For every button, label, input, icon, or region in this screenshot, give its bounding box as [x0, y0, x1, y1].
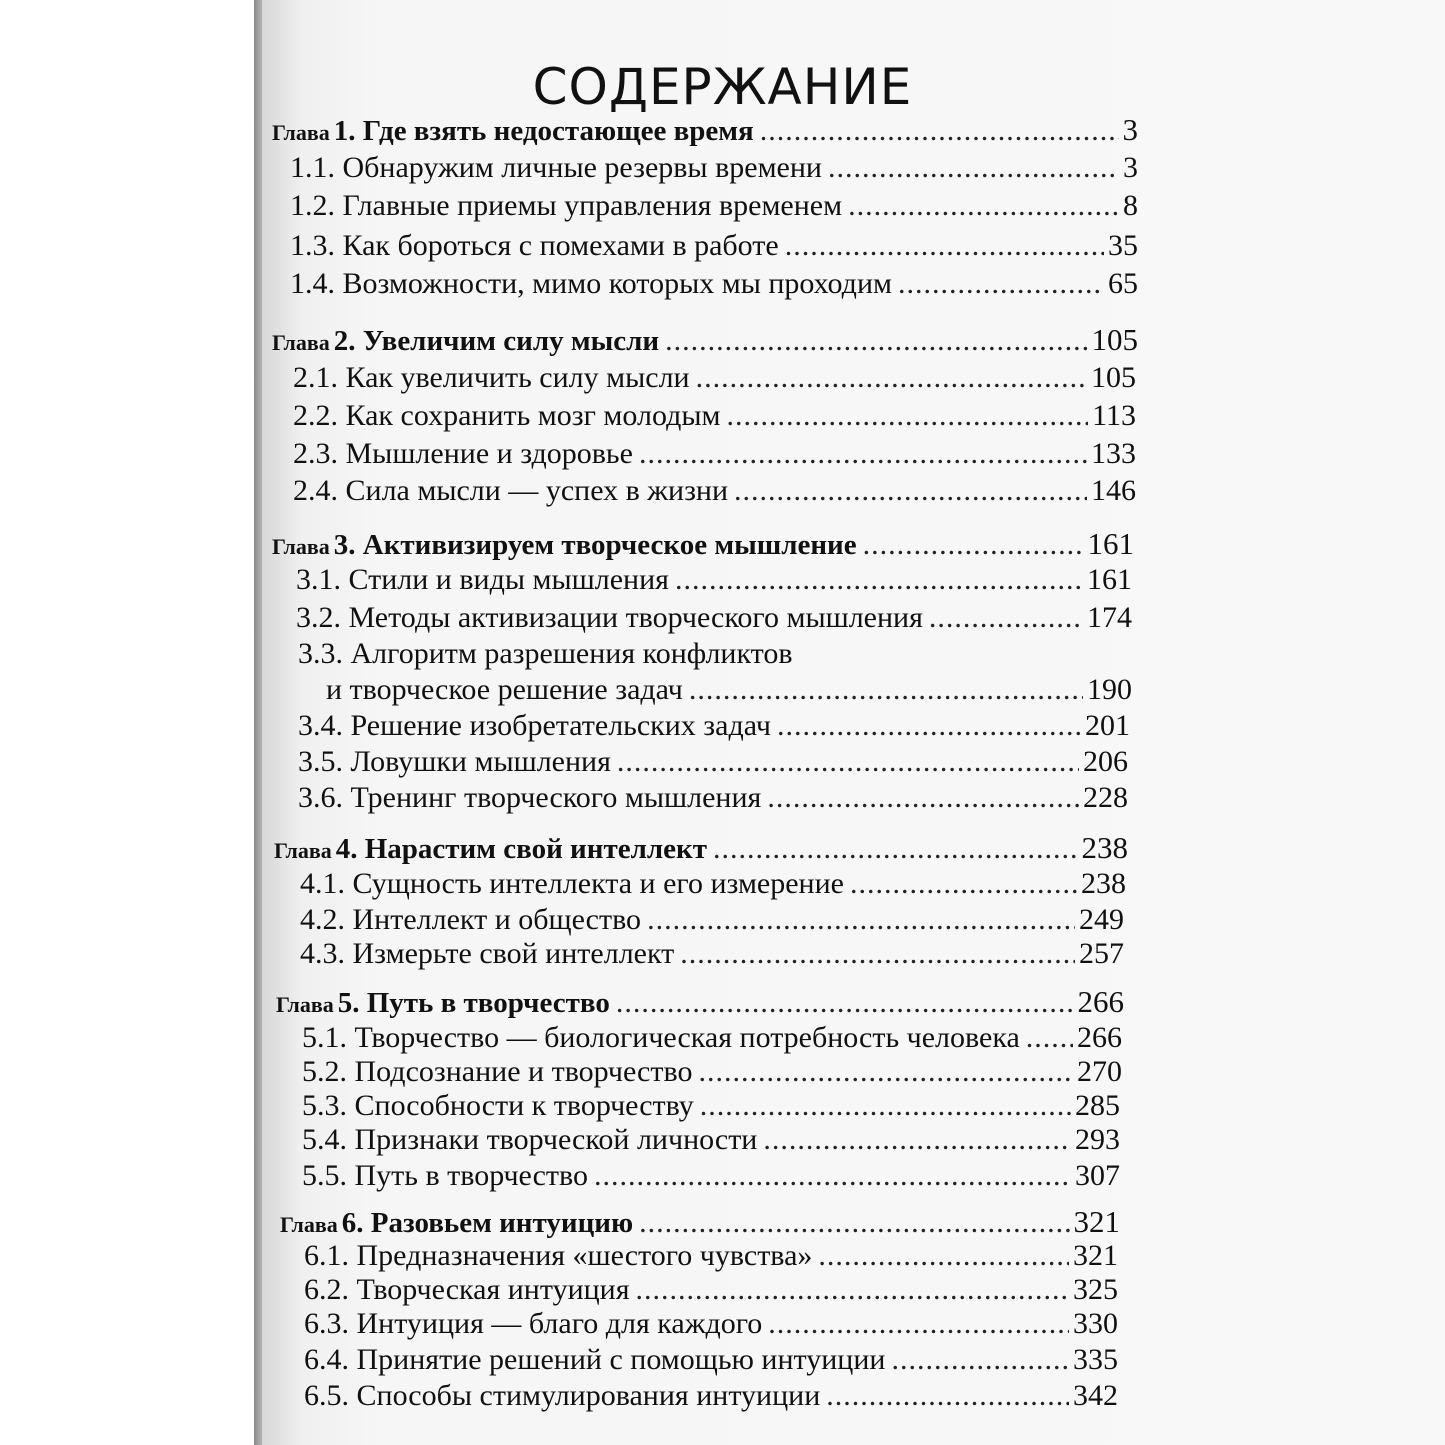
page-number: 105 — [1091, 322, 1138, 357]
toc-section: 6.2. Творческая интуиция ..... 325 — [304, 1270, 1118, 1310]
page-number: 161 — [1087, 526, 1134, 561]
toc-section: 5.3. Способности к творчеству ..... 285 — [302, 1086, 1120, 1126]
toc-chapter: Глава 3. Активизируем творческое мышление ..... 161 — [272, 524, 1134, 564]
page-number: 307 — [1075, 1159, 1120, 1192]
page-number: 174 — [1087, 601, 1132, 634]
toc-section: 1.2. Главные приемы управления временем ..... 8 — [290, 186, 1138, 226]
page-number: 285 — [1075, 1089, 1120, 1122]
toc-section: 3.3. Алгоритм разрешения конфликтов — [298, 637, 793, 670]
toc-section: 1.3. Как бороться с помехами в работе ..... 35 — [290, 226, 1138, 266]
page-number: 321 — [1073, 1204, 1120, 1239]
toc-section: 2.2. Как сохранить мозг молодым ..... 113 — [293, 396, 1136, 436]
toc-section: 3.4. Решение изобретательских задач ..... 201 — [298, 706, 1130, 746]
toc-section: 2.3. Мышление и здоровье ..... 133 — [293, 434, 1136, 474]
page-number: 8 — [1123, 189, 1138, 222]
toc-section: 5.4. Признаки творческой личности ..... 293 — [302, 1120, 1120, 1160]
toc-section: 3.6. Тренинг творческого мышления ..... 228 — [298, 778, 1128, 818]
page-number: 206 — [1083, 745, 1128, 778]
toc-section: 4.3. Измерьте свой интеллект ..... 257 — [300, 934, 1124, 974]
page-number: 146 — [1091, 474, 1136, 507]
toc-chapter: Глава 1. Где взять недостающее время ..... 3 — [272, 110, 1138, 150]
toc-section: 3.2. Методы активизации творческого мышления ..... 174 — [296, 598, 1132, 638]
toc-section: 2.1. Как увеличить силу мысли ..... 105 — [293, 358, 1136, 398]
page-number: 133 — [1091, 437, 1136, 470]
page-number: 113 — [1092, 399, 1136, 432]
page-number: 3 — [1123, 151, 1138, 184]
page-number: 330 — [1073, 1307, 1118, 1340]
page-number: 249 — [1079, 903, 1124, 936]
page-number: 266 — [1077, 984, 1124, 1019]
page-number: 190 — [1087, 673, 1132, 706]
page-number: 238 — [1081, 867, 1126, 900]
page-number: 293 — [1075, 1123, 1120, 1156]
page-title: СОДЕРЖАНИЕ — [532, 57, 913, 116]
toc-section: 4.2. Интеллект и общество ..... 249 — [300, 900, 1124, 940]
toc-section: 1.4. Возможности, мимо которых мы проходим ..... 65 — [290, 264, 1138, 304]
page-number: 35 — [1108, 229, 1138, 262]
toc-section: 2.4. Сила мысли — успех в жизни ..... 146 — [293, 471, 1136, 511]
page-number: 257 — [1079, 937, 1124, 970]
toc-section: 3.5. Ловушки мышления ..... 206 — [298, 742, 1128, 782]
page-number: 161 — [1087, 563, 1132, 596]
toc-section: 6.4. Принятие решений с помощью интуиции ..... 335 — [304, 1340, 1118, 1380]
toc-section: 5.1. Творчество — биологическая потребность человека ..... 266 — [302, 1018, 1122, 1058]
page-number: 335 — [1073, 1343, 1118, 1376]
toc-section: 6.5. Способы стимулирования интуиции ..... 342 — [304, 1376, 1118, 1416]
page-number: 3 — [1122, 112, 1138, 147]
page-number: 270 — [1077, 1055, 1122, 1088]
toc-section: 5.5. Путь в творчество ..... 307 — [302, 1156, 1120, 1196]
page-number: 228 — [1083, 781, 1128, 814]
toc-chapter: Глава 5. Путь в творчество ..... 266 — [276, 982, 1124, 1022]
toc-section: 4.1. Сущность интеллекта и его измерение ..... 238 — [300, 864, 1126, 904]
toc-chapter: Глава 2. Увеличим силу мысли ..... 105 — [272, 320, 1138, 360]
toc-section: 1.1. Обнаружим личные резервы времени ..... 3 — [290, 148, 1138, 188]
page-number: 201 — [1085, 709, 1130, 742]
page-number: 321 — [1073, 1239, 1118, 1272]
page-number: 266 — [1077, 1021, 1122, 1054]
toc-chapter: Глава 4. Нарастим свой интеллект ..... 238 — [274, 828, 1128, 868]
page-number: 342 — [1073, 1379, 1118, 1412]
page-number: 238 — [1081, 830, 1128, 865]
toc-section: 3.1. Стили и виды мышления ..... 161 — [296, 560, 1132, 600]
toc-section: 5.2. Подсознание и творчество ..... 270 — [302, 1052, 1122, 1092]
page-number: 325 — [1073, 1273, 1118, 1306]
page-number: 105 — [1091, 361, 1136, 394]
toc-section-continued: и творческое решение задач ..... 190 — [326, 670, 1132, 710]
page-number: 65 — [1108, 267, 1138, 300]
toc-chapter: Глава 6. Разовьем интуицию ..... 321 — [280, 1202, 1120, 1242]
toc-section: 6.1. Предназначения «шестого чувства» ..... 321 — [304, 1236, 1118, 1276]
toc-section: 6.3. Интуиция — благо для каждого ..... 330 — [304, 1304, 1118, 1344]
